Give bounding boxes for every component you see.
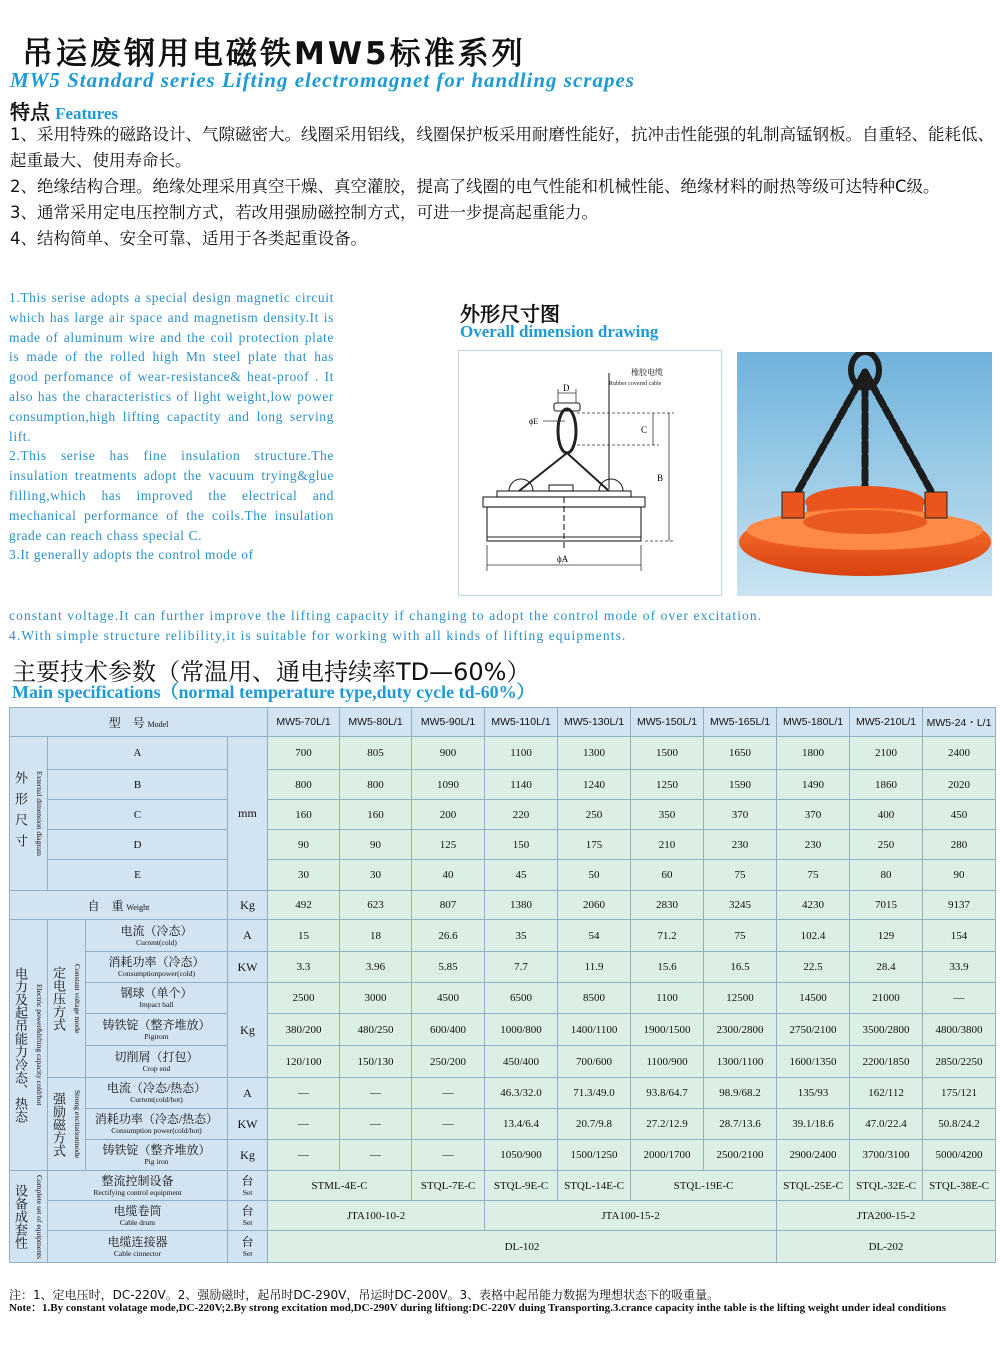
value-cell: 26.6 [412, 920, 485, 952]
value-cell: 175 [558, 830, 631, 860]
value-cell: 2000/1700 [631, 1140, 704, 1171]
unit-cell: KW [228, 952, 268, 983]
equipment-group-en: Complete set of equipments [35, 1174, 44, 1259]
value-cell: 1600/1350 [777, 1046, 850, 1078]
drawing-heading-en: Overall dimension drawing [460, 322, 659, 341]
feature-item-en: 4.With simple structure relibility,it is suitable for working with all kinds of lifting equipments. [9, 627, 627, 643]
page-title-cn: 吊运废钢用电磁铁MW5标准系列 [22, 36, 526, 72]
value-cell: 250 [558, 800, 631, 830]
dimension-drawing-svg [459, 351, 721, 595]
value-cell: 71.2 [631, 920, 704, 952]
value-cell: 30 [340, 860, 412, 891]
value-cell: 71.3/49.0 [558, 1078, 631, 1109]
dim-label-cell: D [48, 830, 228, 860]
value-cell: 350 [631, 800, 704, 830]
row-label-cell [48, 1231, 228, 1263]
row-label-en: Cable cinnector [113, 1248, 162, 1258]
value-cell: JTA200-15-2 [777, 1201, 996, 1231]
value-cell: 22.5 [777, 952, 850, 983]
unit-en: Set [242, 1217, 253, 1227]
feature-item: 2、绝缘结构合理。绝缘处理采用真空干燥、真空灌胶，提高了线圈的电气性能和机械性能、绝缘材料的耐热等级可达特种C级。 [10, 177, 940, 196]
value-cell: 3700/3100 [850, 1140, 923, 1171]
row-label-cell [86, 1078, 228, 1109]
value-cell: DL-202 [777, 1231, 996, 1263]
value-cell: 800 [340, 770, 412, 800]
dim-label-c: C [641, 425, 648, 435]
row-label-cell [86, 1014, 228, 1046]
value-cell: 1100 [485, 737, 558, 770]
model-cell: MW5-210L/1 [850, 708, 923, 737]
magnet-photo-svg [737, 352, 992, 596]
value-cell: 47.0/22.4 [850, 1109, 923, 1140]
unit-cn: 台 [241, 1203, 254, 1218]
value-cell: 18 [340, 920, 412, 952]
value-cell: 2830 [631, 891, 704, 920]
value-cell: 1650 [704, 737, 777, 770]
unit-cell [228, 1231, 268, 1263]
value-cell: 1050/900 [485, 1140, 558, 1171]
value-cell: 492 [268, 891, 340, 920]
row-label-cell [86, 920, 228, 952]
row-label-cn: 电流（冷态） [120, 923, 193, 938]
value-cell: 250 [850, 830, 923, 860]
cable-label-cn: 橡胶电缆 [631, 368, 663, 377]
value-cell: 5.85 [412, 952, 485, 983]
value-cell: 75 [777, 860, 850, 891]
value-cell: 1590 [704, 770, 777, 800]
value-cell: 3.96 [340, 952, 412, 983]
note-cn: 注：1、定电压时，DC-220V。2、强励磁时，起吊时DC-290V，吊运时DC-200V。3、表格中起吊能力数据为理想状态下的吸重量。 [9, 1288, 720, 1302]
row-label-en: Consumption power(cold/hot) [111, 1126, 202, 1135]
value-cell: 125 [412, 830, 485, 860]
value-cell: 1300/1100 [704, 1046, 777, 1078]
value-cell: 5000/4200 [923, 1140, 996, 1171]
value-cell: 50.8/24.2 [923, 1109, 996, 1140]
feature-item-en: 2.This serise has fine insulation structure.The insulation treatments adopt the vacuum trying&glue filling,which has improved the electrical and mechanical performance of the coils.The insulation grade can reach chass special C. [9, 448, 334, 543]
value-cell: 4800/3800 [923, 1014, 996, 1046]
value-cell: 162/112 [850, 1078, 923, 1109]
value-cell: STQL-32E-C [850, 1171, 923, 1201]
row-label-cn: 消耗功率（冷态/热态） [94, 1112, 219, 1126]
value-cell: 1100 [631, 983, 704, 1014]
feature-item: 1、采用特殊的磁路设计、气隙磁密大。线圈采用铝线，线圈保护板采用耐磨性能好，抗冲击性能强的轧制高锰钢板。自重轻、能耗低、起重最大、使用寿命长。 [10, 125, 994, 170]
value-cell: 102.4 [777, 920, 850, 952]
value-cell: 1100/900 [631, 1046, 704, 1078]
value-cell: 28.7/13.6 [704, 1109, 777, 1140]
row-label-cn: 铸铁锭（整齐堆放） [102, 1017, 211, 1032]
value-cell: 1300 [558, 737, 631, 770]
value-cell: 230 [777, 830, 850, 860]
value-cell: 2100 [850, 737, 923, 770]
value-cell: — [923, 983, 996, 1014]
value-cell: 40 [412, 860, 485, 891]
specs-heading-en: Main specifications（normal temperature type,duty cycle td-60%） [12, 682, 535, 702]
value-cell: 90 [268, 830, 340, 860]
value-cell: 28.4 [850, 952, 923, 983]
unit-en: Set [242, 1187, 253, 1197]
value-cell: 480/250 [340, 1014, 412, 1046]
value-cell: 45 [485, 860, 558, 891]
row-label-cn: 整流控制设备 [101, 1173, 174, 1188]
dim-label-cell: E [48, 860, 228, 891]
value-cell: 1900/1500 [631, 1014, 704, 1046]
features-heading [10, 96, 118, 125]
se-group-cn: 强励磁方式 [51, 1091, 66, 1157]
features-list-cn [10, 122, 995, 252]
value-cell: 154 [923, 920, 996, 952]
value-cell: STML-4E-C [268, 1171, 412, 1201]
row-label-cn: 铸铁锭（整齐堆放） [102, 1143, 211, 1157]
dim-label-a: ϕA [557, 554, 569, 564]
value-cell: STQL-7E-C [412, 1171, 485, 1201]
value-cell: 900 [412, 737, 485, 770]
value-cell: 8500 [558, 983, 631, 1014]
value-cell: 3500/2800 [850, 1014, 923, 1046]
value-cell: 9137 [923, 891, 996, 920]
drawing-heading-cn: 外形尺寸图 [460, 302, 560, 326]
unit-cn: 台 [241, 1173, 254, 1188]
dim-label-b: B [657, 473, 664, 483]
value-cell: 2900/2400 [777, 1140, 850, 1171]
value-cell: 210 [631, 830, 704, 860]
value-cell: 90 [923, 860, 996, 891]
value-cell: 13.4/6.4 [485, 1109, 558, 1140]
value-cell: 370 [777, 800, 850, 830]
value-cell: JTA100-10-2 [268, 1201, 485, 1231]
value-cell: 3.3 [268, 952, 340, 983]
row-label-cn: 消耗功率（冷态） [108, 955, 205, 969]
cv-group-en: Constant voltage mode [73, 963, 82, 1034]
spec-table [9, 707, 996, 1263]
value-cell: 12500 [704, 983, 777, 1014]
value-cell: 3000 [340, 983, 412, 1014]
value-cell: 135/93 [777, 1078, 850, 1109]
value-cell: 98.9/68.2 [704, 1078, 777, 1109]
value-cell: 150 [485, 830, 558, 860]
value-cell: 1500/1250 [558, 1140, 631, 1171]
ext-dim-en: External dimension diagram [35, 771, 44, 856]
value-cell: 1500 [631, 737, 704, 770]
model-cell: MW5-90L/1 [412, 708, 485, 737]
value-cell: 2300/2800 [704, 1014, 777, 1046]
features-list-en-wide [9, 606, 994, 646]
row-label-cell [86, 1046, 228, 1078]
model-cell: MW5-130L/1 [558, 708, 631, 737]
dim-label-cell: C [48, 800, 228, 830]
power-group-cell [10, 920, 48, 1171]
value-cell: 1860 [850, 770, 923, 800]
value-cell: 220 [485, 800, 558, 830]
value-cell: — [268, 1109, 340, 1140]
value-cell: 1140 [485, 770, 558, 800]
value-cell: STQL-9E-C [485, 1171, 558, 1201]
value-cell: JTA100-15-2 [485, 1201, 777, 1231]
value-cell: — [268, 1078, 340, 1109]
value-cell: 623 [340, 891, 412, 920]
equipment-group-cn: 设备成套性 [13, 1183, 28, 1249]
se-group-en: Strong excitationmode [73, 1089, 82, 1159]
feature-item-en: constant voltage.It can further improve the lifting capacity if changing to adopt the control mode of over excitation. [9, 608, 763, 623]
feature-item-en: 1.This serise adopts a special design magnetic circuit which has large air space and magnetism density.It is made of aluminum wire and the coil protection plate is made of the rolled high Mn steel plate that has good perfomance of wear-resistance& heat-proof . It also has the characteristics of light weight,low power consumption,high lifting capactity and long serving lift. [9, 290, 334, 444]
unit-cell [228, 1171, 268, 1201]
value-cell: 120/100 [268, 1046, 340, 1078]
model-header-cell [10, 708, 268, 737]
row-label-cell [86, 1109, 228, 1140]
value-cell: 46.3/32.0 [485, 1078, 558, 1109]
value-cell: 1800 [777, 737, 850, 770]
value-cell: 2750/2100 [777, 1014, 850, 1046]
row-label-cn: 电流（冷态/热态） [106, 1081, 207, 1095]
value-cell: 27.2/12.9 [631, 1109, 704, 1140]
value-cell: — [340, 1078, 412, 1109]
value-cell: 75 [704, 920, 777, 952]
value-cell: 370 [704, 800, 777, 830]
value-cell: 15.6 [631, 952, 704, 983]
value-cell: 7.7 [485, 952, 558, 983]
row-label-cell [86, 1140, 228, 1171]
value-cell: 1090 [412, 770, 485, 800]
value-cell: — [268, 1140, 340, 1171]
feature-item: 3、通常采用定电压控制方式，若改用强励磁控制方式，可进一步提高起重能力。 [10, 203, 598, 222]
value-cell: 450 [923, 800, 996, 830]
value-cell: 700 [268, 737, 340, 770]
features-list-en [9, 288, 334, 565]
row-label-en: Cable drum [119, 1217, 156, 1227]
value-cell: 450/400 [485, 1046, 558, 1078]
value-cell: 2060 [558, 891, 631, 920]
weight-unit-cell: Kg [228, 891, 268, 920]
model-header-cn: 型 号 [108, 715, 145, 730]
dim-label-d: D [563, 383, 570, 393]
value-cell: 80 [850, 860, 923, 891]
row-label-cell [48, 1171, 228, 1201]
value-cell: 200 [412, 800, 485, 830]
dimension-drawing [458, 350, 722, 596]
kg-unit-cell: Kg [228, 983, 268, 1078]
magnet-photo [737, 352, 992, 596]
value-cell: 54 [558, 920, 631, 952]
model-cell: MW5-180L/1 [777, 708, 850, 737]
value-cell: 2020 [923, 770, 996, 800]
row-label-en: Current(cold/hot) [130, 1095, 183, 1104]
value-cell: 50 [558, 860, 631, 891]
row-label-en: Current(cold) [136, 937, 177, 947]
value-cell: 33.9 [923, 952, 996, 983]
value-cell: 60 [631, 860, 704, 891]
model-cell: MW5-80L/1 [340, 708, 412, 737]
value-cell: 805 [340, 737, 412, 770]
row-label-en: Rectifying control equipment [93, 1187, 182, 1197]
unit-en: Set [242, 1248, 253, 1258]
weight-label-cn: 自 重 [87, 898, 124, 913]
value-cell: 2500/2100 [704, 1140, 777, 1171]
value-cell: — [340, 1140, 412, 1171]
value-cell: 800 [268, 770, 340, 800]
model-cell: MW5-165L/1 [704, 708, 777, 737]
feature-item: 4、结构简单、安全可靠、适用于各类起重设备。 [10, 229, 367, 248]
value-cell: 807 [412, 891, 485, 920]
value-cell: 380/200 [268, 1014, 340, 1046]
value-cell: 4230 [777, 891, 850, 920]
row-label-cn: 电缆连接器 [107, 1234, 168, 1249]
model-cell: MW5-110L/1 [485, 708, 558, 737]
value-cell: 93.8/64.7 [631, 1078, 704, 1109]
value-cell: 1000/800 [485, 1014, 558, 1046]
ext-dim-group-cell [10, 737, 48, 891]
value-cell: 15 [268, 920, 340, 952]
model-cell: MW5-24・L/1 [923, 708, 996, 737]
value-cell: 230 [704, 830, 777, 860]
power-group-en: Electric power&lifting capacity cold/hot [35, 984, 44, 1106]
value-cell: 175/121 [923, 1078, 996, 1109]
row-label-cell [86, 952, 228, 983]
ext-dim-cn: 外形尺寸 [13, 771, 28, 856]
value-cell: 160 [340, 800, 412, 830]
value-cell: DL-102 [268, 1231, 777, 1263]
dims-unit-cell: mm [228, 737, 268, 891]
value-cell: 250/200 [412, 1046, 485, 1078]
value-cell: 600/400 [412, 1014, 485, 1046]
unit-cell: Kg [228, 1140, 268, 1171]
row-label-cell [86, 983, 228, 1014]
note-en: Note：1.By constant volatage mode,DC-220V;2.By strong excitation mod,DC-290V during liftiong:DC-220V duing Transporting.3.crance capacity inthe table is the lifting weight under ideal conditions [9, 1302, 947, 1314]
value-cell: 1380 [485, 891, 558, 920]
model-cell: MW5-70L/1 [268, 708, 340, 737]
dim-label-cell: A [48, 737, 228, 770]
unit-cell [228, 1201, 268, 1231]
value-cell: 400 [850, 800, 923, 830]
row-label-en: Pigirom [144, 1031, 169, 1041]
value-cell: — [412, 1140, 485, 1171]
value-cell: 2200/1850 [850, 1046, 923, 1078]
value-cell: 16.5 [704, 952, 777, 983]
value-cell: 14500 [777, 983, 850, 1014]
value-cell: 30 [268, 860, 340, 891]
feature-item-en: 3.It generally adopts the control mode of [9, 547, 254, 563]
row-label-en: Consumptionpower(cold) [117, 969, 196, 978]
value-cell: 2400 [923, 737, 996, 770]
row-label-cn: 切削屑（打包） [114, 1049, 199, 1064]
cable-label-en: Rubber covered cable [609, 381, 662, 387]
value-cell: 1240 [558, 770, 631, 800]
value-cell: 20.7/9.8 [558, 1109, 631, 1140]
value-cell: 2850/2250 [923, 1046, 996, 1078]
weight-label-cell [10, 891, 228, 920]
value-cell: — [412, 1109, 485, 1140]
equipment-group-cell [10, 1171, 48, 1263]
row-label-cn: 电缆卷筒 [113, 1203, 162, 1218]
value-cell: STQL-38E-C [923, 1171, 996, 1201]
value-cell: — [412, 1078, 485, 1109]
unit-cell: A [228, 1078, 268, 1109]
model-cell: MW5-150L/1 [631, 708, 704, 737]
value-cell: 75 [704, 860, 777, 891]
features-heading-en: Features [55, 104, 119, 123]
se-group-cell [48, 1078, 86, 1171]
value-cell: STQL-14E-C [558, 1171, 631, 1201]
value-cell: 90 [340, 830, 412, 860]
row-label-en: Crop end [142, 1063, 171, 1073]
value-cell: 35 [485, 920, 558, 952]
row-label-en: Impact ball [139, 1000, 174, 1009]
weight-label-en: Weight [126, 902, 150, 912]
value-cell: 7015 [850, 891, 923, 920]
value-cell: 1400/1100 [558, 1014, 631, 1046]
value-cell: 700/600 [558, 1046, 631, 1078]
value-cell: STQL-19E-C [631, 1171, 777, 1201]
value-cell: 150/130 [340, 1046, 412, 1078]
row-label-cell [48, 1201, 228, 1231]
power-group-cn: 电力及起吊能力冷态、热态 [13, 967, 28, 1123]
features-heading-cn: 特点 [10, 100, 50, 124]
dim-label-cell: B [48, 770, 228, 800]
value-cell: 3245 [704, 891, 777, 920]
value-cell: 280 [923, 830, 996, 860]
row-label-cn: 钢球（单个） [120, 986, 193, 1000]
value-cell: STQL-25E-C [777, 1171, 850, 1201]
model-header-en: Model [147, 719, 169, 729]
cv-group-cn: 定电压方式 [51, 966, 66, 1031]
unit-cell: KW [228, 1109, 268, 1140]
specs-heading-cn: 主要技术参数（常温用、通电持续率TD—60%） [12, 658, 531, 686]
value-cell: — [340, 1109, 412, 1140]
dim-label-e: ϕE [529, 417, 539, 426]
page-title-en: MW5 Standard series Lifting electromagnet for handling scrapes [10, 68, 635, 92]
value-cell: 21000 [850, 983, 923, 1014]
cv-group-cell [48, 920, 86, 1078]
unit-cell: A [228, 920, 268, 952]
value-cell: 6500 [485, 983, 558, 1014]
unit-cn: 台 [241, 1234, 254, 1249]
value-cell: 4500 [412, 983, 485, 1014]
value-cell: 129 [850, 920, 923, 952]
value-cell: 1250 [631, 770, 704, 800]
value-cell: 2500 [268, 983, 340, 1014]
value-cell: 160 [268, 800, 340, 830]
value-cell: 11.9 [558, 952, 631, 983]
row-label-en: Pig iron [144, 1157, 169, 1166]
value-cell: 1490 [777, 770, 850, 800]
value-cell: 39.1/18.6 [777, 1109, 850, 1140]
